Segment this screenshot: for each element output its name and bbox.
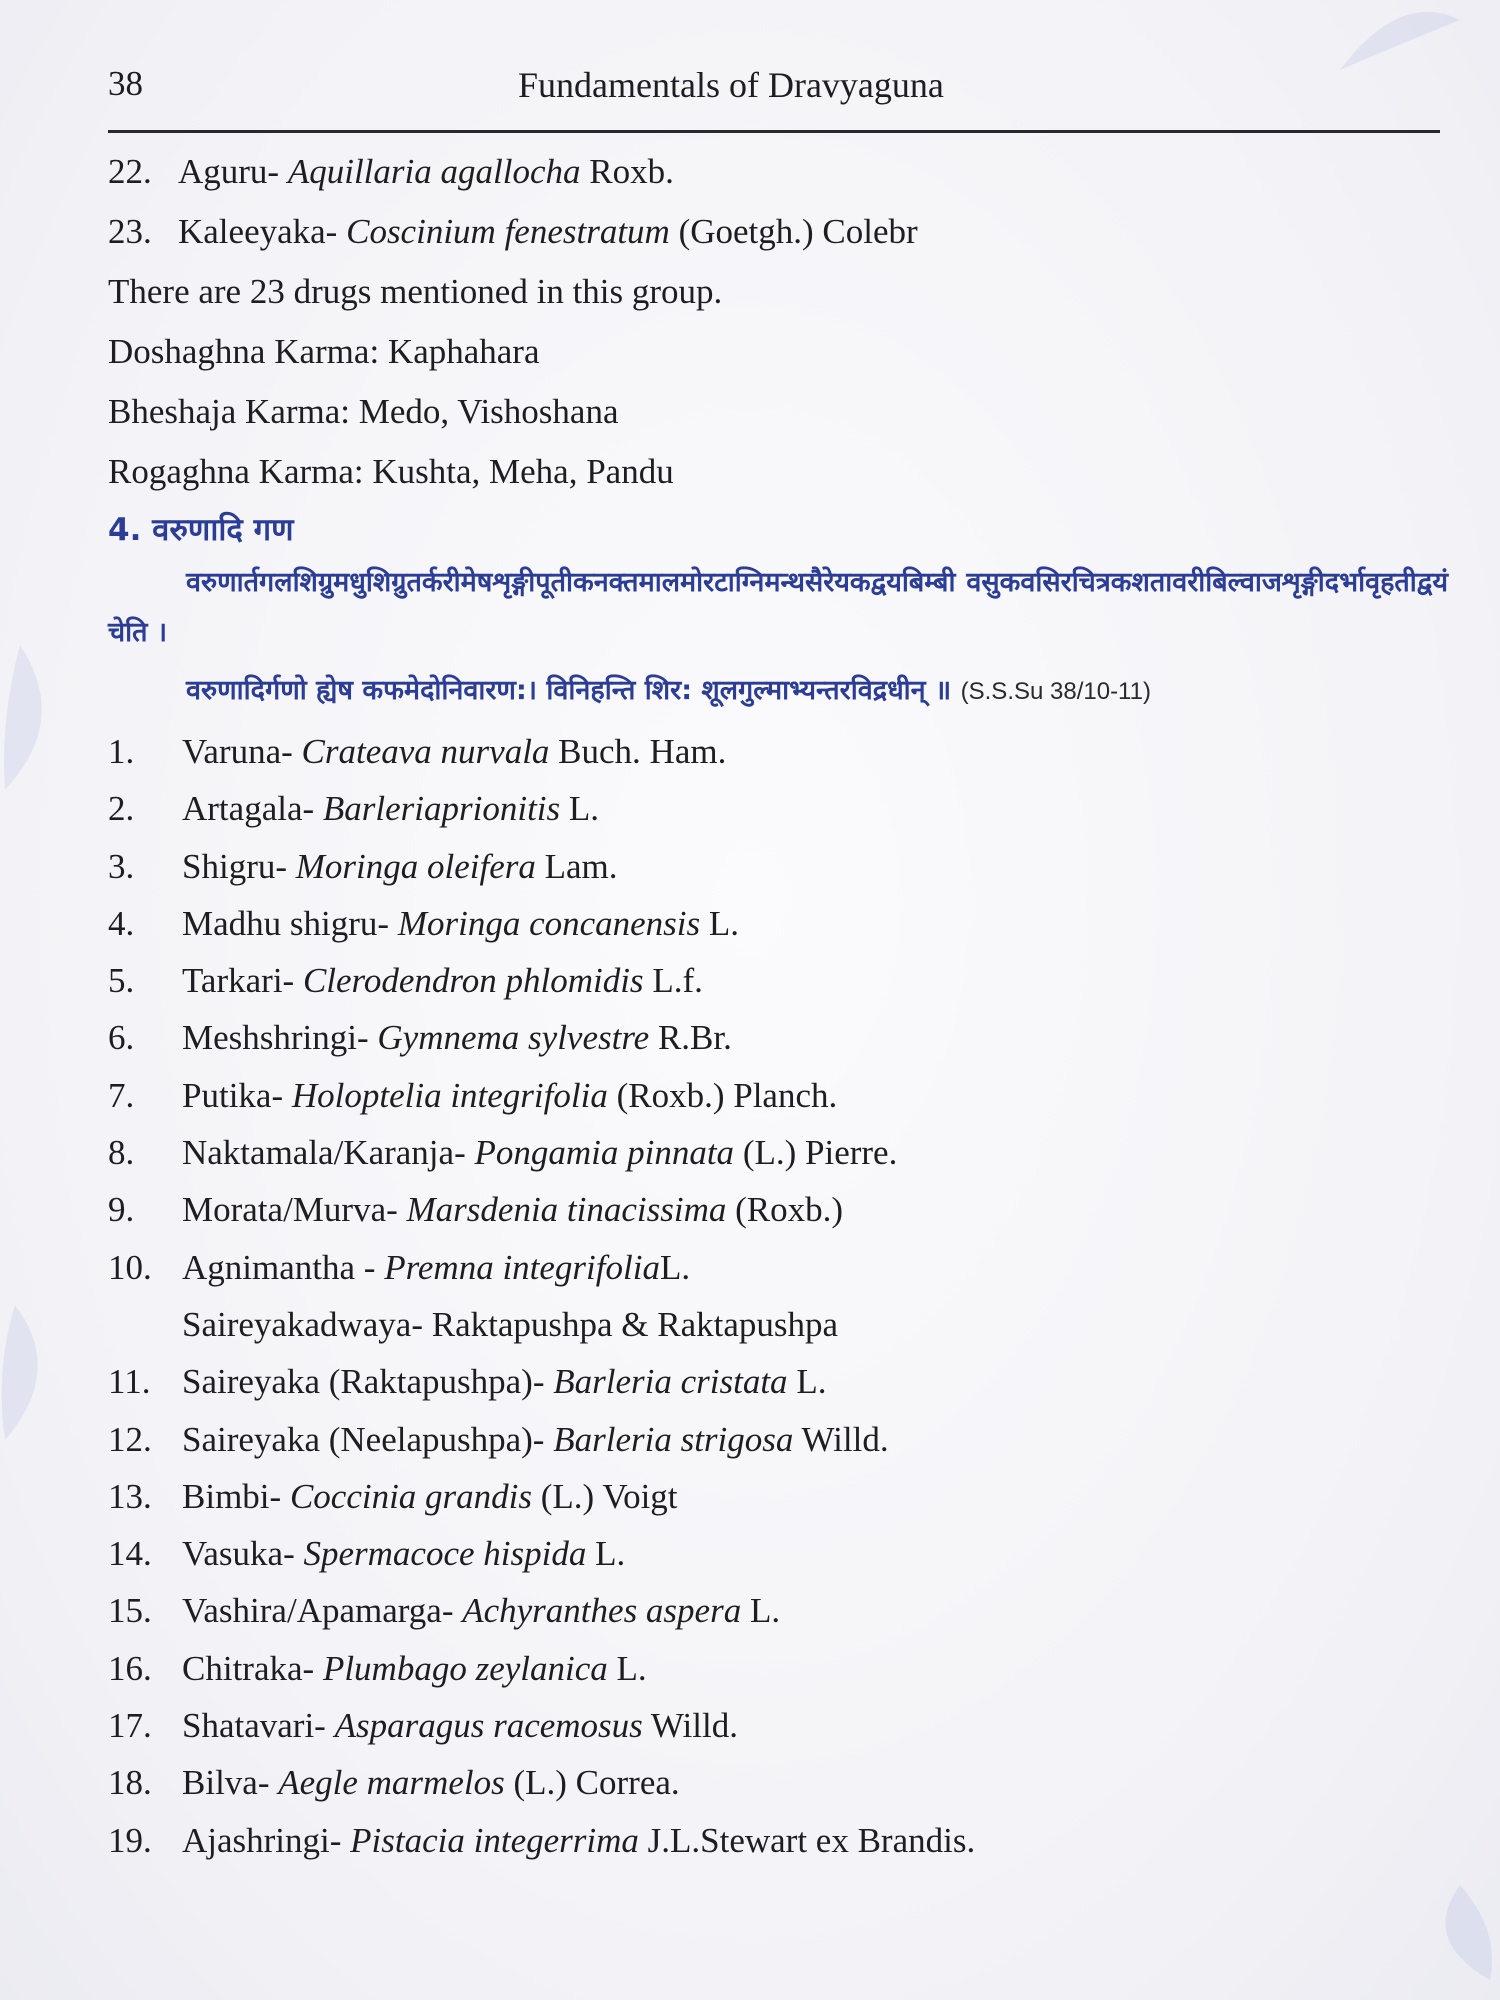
list-item: 15. Vashira/Apamarga- Achyranthes aspera L. <box>108 1591 781 1631</box>
sanskrit-verse: वरुणादिर्गणो ह्येष कफमेदोनिवारण:। विनिहन्ति शिर: शूलगुल्माभ्यन्तरविद्रधीन् ॥ (S.S.Su 38/10-11) <box>186 675 1151 706</box>
summary-line: Rogaghna Karma: Kushta, Meha, Pandu <box>108 452 674 491</box>
decorative-leaf-icon <box>0 640 70 800</box>
verse-reference: (S.S.Su 38/10-11) <box>960 678 1151 705</box>
summary-line: There are 23 drugs mentioned in this group. <box>108 272 723 311</box>
page-number: 38 <box>108 64 143 103</box>
list-item <box>108 1869 1448 1926</box>
list-item: 5. Tarkari- Clerodendron phlomidis L.f. <box>108 961 703 1001</box>
list-item: 10. Agnimantha - Premna integrifoliaL. <box>108 1247 691 1287</box>
list-item: 23. Kaleeyaka- Coscinium fenestratum (Goetgh.) Colebr <box>108 212 918 251</box>
list-item: 2. Artagala- Barleriaprionitis L. <box>108 789 600 829</box>
summary-line: Bheshaja Karma: Medo, Vishoshana <box>108 392 619 431</box>
list-item: 4. Madhu shigru- Moringa concanensis L. <box>108 903 740 943</box>
list-item: Saireyakadwaya- Raktapushpa & Raktapushpa <box>182 1304 839 1344</box>
list-item: 1. Varuna- Crateava nurvala Buch. Ham. <box>108 732 727 771</box>
list-item: 6. Meshshringi- Gymnema sylvestre R.Br. <box>108 1018 732 1058</box>
list-item: 3. Shigru- Moringa oleifera Lam. <box>108 846 618 886</box>
list-item: 8. Naktamala/Karanja- Pongamia pinnata (L.) Pierre. <box>108 1133 898 1173</box>
list-item: 22. Aguru- Aquillaria agallocha Roxb. <box>108 152 674 191</box>
drug-list <box>108 723 1448 1926</box>
page-header <box>108 60 1440 133</box>
list-item: 12. Saireyaka (Neelapushpa)- Barleria strigosa Willd. <box>108 1419 889 1459</box>
continued-list <box>108 142 1448 262</box>
decorative-leaf-icon <box>0 1300 70 1450</box>
list-item: 18. Bilva- Aegle marmelos (L.) Correa. <box>108 1763 680 1803</box>
summary-line: Doshaghna Karma: Kaphahara <box>108 332 540 371</box>
sanskrit-verse: वरुणार्तगलशिग्रुमधुशिग्रुतर्करीमेषशृङ्गीपूतीकनक्तमालमोरटाग्निमन्थसैरेयकद्वयबिम्बी वसुकवसिरचित्रकशतावरीबिल्वाजशृङ्गीदर्भावृहतीद्वयं चेति । <box>108 567 1448 648</box>
section-heading: 4. वरुणादि गण <box>108 512 294 548</box>
page-content <box>108 142 1448 1926</box>
list-item: 16. Chitraka- Plumbago zeylanica L. <box>108 1648 647 1688</box>
list-item: 14. Vasuka- Spermacoce hispida L. <box>108 1534 626 1574</box>
list-item: 19. Ajashringi- Pistacia integerrima J.L.Stewart ex Brandis. <box>108 1820 976 1860</box>
list-item: 17. Shatavari- Asparagus racemosus Willd. <box>108 1706 738 1746</box>
list-item: 13. Bimbi- Coccinia grandis (L.) Voigt <box>108 1476 678 1516</box>
list-item: 9. Morata/Murva- Marsdenia tinacissima (Roxb.) <box>108 1190 844 1230</box>
list-item: 11. Saireyaka (Raktapushpa)- Barleria cristata L. <box>108 1362 827 1402</box>
list-item: 7. Putika- Holoptelia integrifolia (Roxb.) Planch. <box>108 1075 838 1115</box>
running-title: Fundamentals of Dravyaguna <box>518 65 944 105</box>
